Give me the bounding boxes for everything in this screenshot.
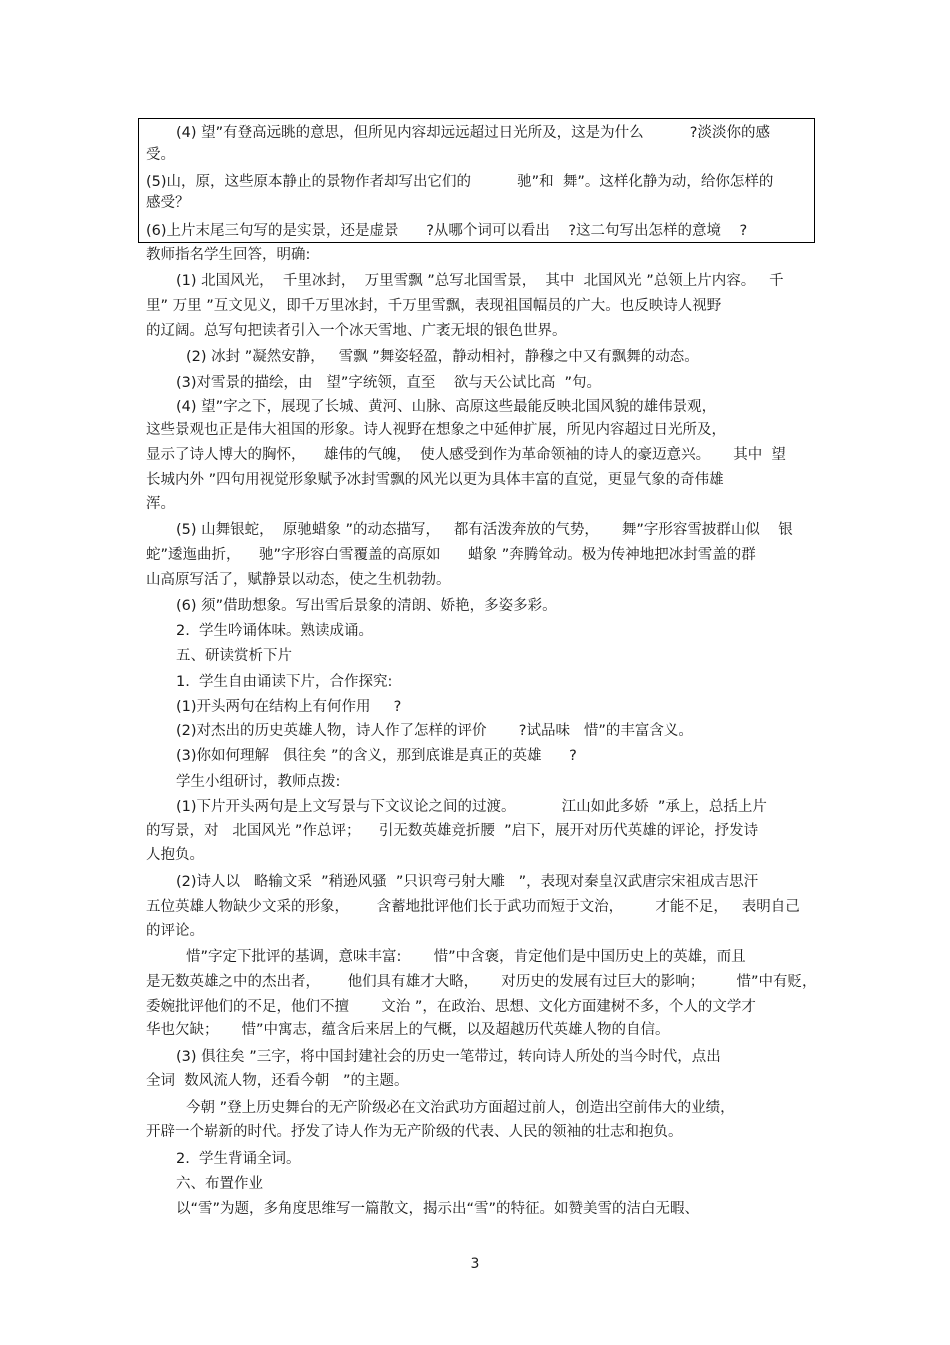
page-number: 3 (470, 1256, 480, 1272)
question-line: 受。 (146, 147, 175, 163)
body-text-line: 浑。 (146, 496, 175, 512)
body-text-line: (2) 冰封 ”凝然安静， 雪飘 ”舞姿轻盈，静动相衬，静穆之中又有飘舞的动态。 (186, 349, 699, 365)
body-text-line: 华也欠缺； 惜”中寓志，蕴含后来居上的气概，以及超越历代英雄人物的自信。 (146, 1022, 670, 1038)
body-text-line: 惜”字定下批评的基调，意味丰富: 惜”中含褒，肯定他们是中国历史上的英雄，而且 (186, 949, 746, 965)
body-text-line: 全词 数风流人物，还看今朝 ”的主题。 (146, 1073, 409, 1089)
body-text-line: 的评论。 (146, 923, 204, 939)
question-line: 感受？ (146, 195, 190, 211)
body-text-line: 山高原写活了，赋静景以动态，使之生机勃勃。 (146, 572, 451, 588)
body-text-line: (1)开头两句在结构上有何作用 ? (176, 699, 402, 715)
body-text-line: (1) 北国风光， 千里冰封， 万里雪飘 ”总写北国雪景， 其中 北国风光 ”总领上片内容。 千 (176, 273, 784, 289)
body-text-line: (1)下片开头两句是上文写景与下文议论之间的过渡。 江山如此多娇 ”承上，总括上片 (176, 799, 767, 815)
body-text-line: 的辽阔。总写句把读者引入一个冰天雪地、广袤无垠的银色世界。 (146, 323, 567, 339)
question-line: (5)山，原，这些原本静止的景物作者却写出它们的 驰”和 舞”。这样化静为动，给你怎样的 (146, 174, 774, 190)
body-text-line: (3)对雪景的描绘，由 望”字统领，直至 欲与天公试比高 ”句。 (176, 375, 602, 391)
body-text-line: 开辟一个崭新的时代。抒发了诗人作为无产阶级的代表、人民的领袖的壮志和抱负。 (146, 1124, 683, 1140)
body-text-line: 的写景，对 北国风光 ”作总评； 引无数英雄竞折腰 ”启下，展开对历代英雄的评论，抒发诗 (146, 823, 759, 839)
body-text-line: (2)对杰出的历史英雄人物，诗人作了怎样的评价 ?试品味 惜”的丰富含义。 (176, 723, 693, 739)
body-text-line: 2. 学生背诵全词。 (176, 1151, 301, 1167)
body-text-line: (2)诗人以 略输文采 ”稍逊风骚 ”只识弯弓射大雕 ”，表现对秦皇汉武唐宗宋祖成吉思汗 (176, 874, 759, 890)
body-text-line: 2. 学生吟诵体味。熟读成诵。 (176, 623, 374, 639)
body-text-line: 教师指名学生回答，明确: (146, 247, 311, 263)
body-text-line: 蛇”逶迤曲折， 驰”字形容白雪覆盖的高原如 蜡象 ”奔腾耸动。极为传神地把冰封雪盖的群 (146, 547, 756, 563)
body-text-line: 委婉批评他们的不足，他们不擅 文治 ”，在政治、思想、文化方面建树不多，个人的文学才 (146, 999, 756, 1015)
body-text-line: 五位英雄人物缺少文采的形象， 含蓄地批评他们长于武功而短于文治， 才能不足， 表明自己 (146, 899, 800, 915)
body-text-line: 人抱负。 (146, 847, 204, 863)
question-line: (6)上片末尾三句写的是实景，还是虚景 ?从哪个词可以看出 ?这二句写出怎样的意境 ? (146, 223, 748, 239)
body-text-line: 学生小组研讨，教师点拨: (176, 774, 341, 790)
body-text-line: (3) 俱往矣 ”三字，将中国封建社会的历史一笔带过，转向诗人所处的当今时代，点出 (176, 1049, 721, 1065)
body-text-line: 六、布置作业 (176, 1176, 263, 1192)
question-line: (4) 望”有登高远眺的意思，但所见内容却远远超过日光所及，这是为什么 ?淡淡你的感 (176, 125, 770, 141)
body-text-line: (5) 山舞银蛇， 原驰蜡象 ”的动态描写， 都有活泼奔放的气势， 舞”字形容雪披群山似 银 (176, 522, 793, 538)
body-text-line: 显示了诗人博大的胸怀， 雄伟的气魄， 使人感受到作为革命领袖的诗人的豪迈意兴。 其中 望 (146, 447, 786, 463)
body-text-line: 五、研读赏析下片 (176, 648, 292, 664)
body-text-line: (4) 望”字之下，展现了长城、黄河、山脉、高原这些最能反映北国风貌的雄伟景观， (176, 399, 717, 415)
body-text-line: 这些景观也正是伟大祖国的形象。诗人视野在想象之中延伸扩展，所见内容超过日光所及， (146, 422, 726, 438)
body-text-line: 是无数英雄之中的杰出者， 他们具有雄才大略， 对历史的发展有过巨大的影响； 惜”中有贬， (146, 974, 817, 990)
body-text-line: 里” 万里 ”互文见义，即千万里冰封，千万里雪飘，表现祖国幅员的广大。也反映诗人视野 (146, 298, 722, 314)
body-text-line: (6) 须”借助想象。写出雪后景象的清朗、娇艳，多姿多彩。 (176, 598, 557, 614)
body-text-line: (3)你如何理解 俱往矣 ”的含义，那到底谁是真正的英雄 ? (176, 748, 577, 764)
body-text-line: 长城内外 ”四句用视觉形象赋予冰封雪飘的风光以更为具体丰富的直觉，更显气象的奇伟雄 (146, 472, 724, 488)
body-text-line: 今朝 ”登上历史舞台的无产阶级必在文治武功方面超过前人，创造出空前伟大的业绩， (186, 1100, 735, 1116)
body-text-line: 以“雪”为题，多角度思维写一篇散文，揭示出“雪”的特征。如赞美雪的洁白无暇、 (176, 1201, 700, 1217)
body-text-line: 1. 学生自由诵读下片，合作探究: (176, 674, 393, 690)
